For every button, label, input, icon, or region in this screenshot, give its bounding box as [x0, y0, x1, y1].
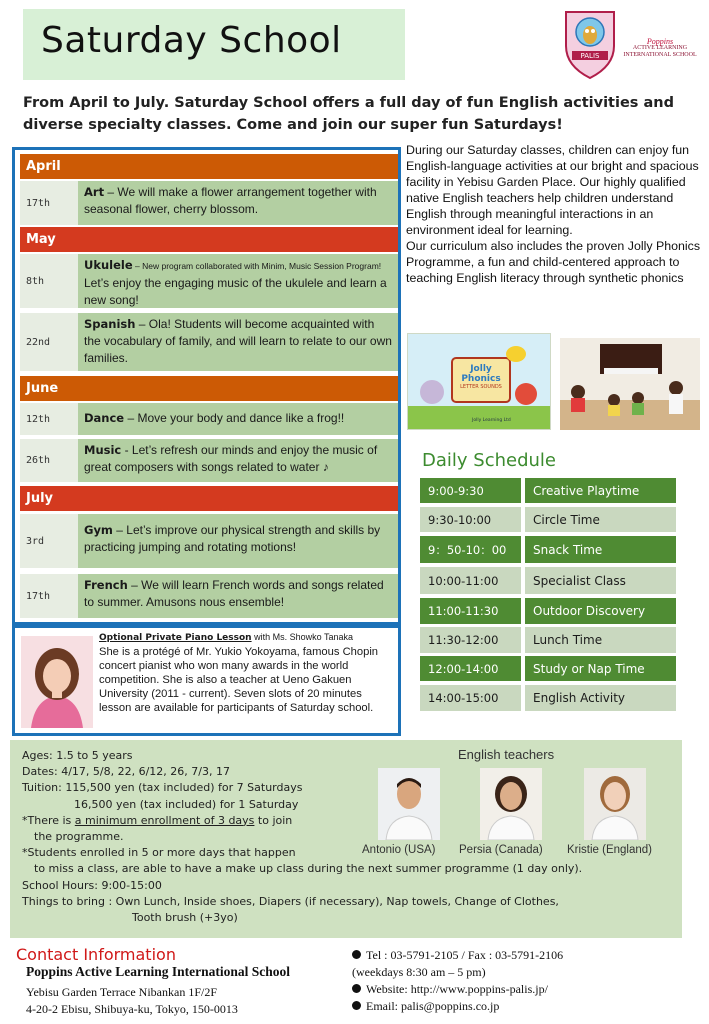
- contact-address: [26, 984, 238, 1018]
- classroom-photo: [560, 338, 700, 430]
- school-logo: [562, 6, 702, 82]
- lesson-row: [20, 181, 398, 225]
- minimum-enrollment-line: [22, 813, 662, 829]
- logo-text: [618, 38, 702, 59]
- lesson-title: French: [84, 578, 128, 592]
- logo-line1: ACTIVE LEARNING: [632, 45, 688, 51]
- jolly-logo-text: Jolly Phonics: [461, 364, 501, 384]
- contact-title: Contact Information: [16, 945, 176, 964]
- lesson-text: – Let’s improve our physical strength and skills by practicing jumping and rotating motions!: [84, 523, 381, 554]
- schedule-activity: Creative Playtime: [525, 478, 676, 503]
- piano-lesson-box: [12, 625, 401, 736]
- address-line-2: 4-20-2 Ebisu, Shibuya-ku, Tokyo, 150-0013: [26, 1002, 238, 1016]
- piano-with: with Ms. Showko Tanaka: [251, 632, 353, 642]
- email-line: [352, 998, 563, 1015]
- piano-heading: [99, 630, 394, 645]
- things-to-bring-line: Things to bring : Own Lunch, Inside shoes, Diapers (if necessary), Nap towels, Change of Clothes,: [22, 894, 559, 908]
- monthly-schedule-panel: [12, 147, 401, 625]
- schedule-activity: Circle Time: [525, 507, 676, 532]
- schedule-row: [420, 627, 676, 653]
- lesson-row: [20, 254, 398, 308]
- lesson-date: 3rd: [26, 535, 45, 547]
- lesson-text: - Let’s refresh our minds and enjoy the music of great composers with songs related to water ♪: [84, 443, 378, 474]
- contact-org: Poppins Active Learning International School: [26, 964, 291, 979]
- about-text: [406, 142, 702, 286]
- page-title: Saturday School: [41, 20, 342, 61]
- minimum-enrollment-cont: the programme.: [34, 830, 124, 844]
- schedule-time: 11:00-11:30: [420, 598, 521, 624]
- about-paragraph-1: During our Saturday classes, children can enjoy fun English-language activities at our bright and spacious facility in Yebisu Garden Place. Our highly qualified native English teachers help children understand English through meaningful interactions in an environment ideal for learning.: [406, 143, 699, 237]
- schedule-time: 9:30-10:00: [420, 507, 521, 532]
- website-link[interactable]: Website: http://www.poppins-palis.jp/: [366, 982, 548, 996]
- piano-title: Optional Private Piano Lesson: [99, 633, 252, 643]
- lesson-desc: [78, 574, 398, 618]
- email-link[interactable]: Email: palis@poppins.co.jp: [366, 999, 500, 1013]
- lesson-title: Spanish: [84, 317, 136, 331]
- month-header-june: June: [20, 376, 398, 401]
- lesson-desc: [78, 403, 398, 435]
- intro-text: From April to July. Saturday School offers a full day of fun English activities and diverse specialty classes. Come and join our super fun Saturdays!: [23, 95, 674, 133]
- teachers-title: English teachers: [458, 747, 555, 762]
- schedule-time: 9:00-9:30: [420, 478, 521, 503]
- program-info-band: [10, 740, 682, 938]
- lesson-date: 22nd: [26, 336, 51, 348]
- lesson-title: Art: [84, 185, 105, 199]
- makeup-line-1: *Students enrolled in 5 or more days that happen: [22, 846, 296, 860]
- lesson-note: – New program collaborated with Minim, Music Session Program!: [132, 261, 382, 271]
- lesson-text: – Move your body and dance like a frog!!: [124, 411, 345, 425]
- address-line-1: Yebisu Garden Terrace Nibankan 1F/2F: [26, 985, 218, 999]
- lesson-date: 17th: [26, 590, 51, 602]
- teacher-name: Kristie (England): [567, 844, 653, 856]
- schedule-activity: Lunch Time: [525, 627, 676, 653]
- contact-details: [352, 947, 563, 1015]
- lesson-title: Gym: [84, 523, 113, 537]
- schedule-row: [420, 598, 676, 624]
- schedule-row: [420, 685, 676, 711]
- school-hours-line: School Hours: 9:00-15:00: [22, 878, 162, 892]
- schedule-activity: Study or Nap Time: [525, 656, 676, 681]
- phone-text: Tel : 03-5791-2105 / Fax : 03-5791-2106: [366, 948, 564, 962]
- lesson-row: [20, 514, 398, 568]
- lesson-desc: [78, 514, 398, 568]
- min-pre: *There is: [22, 813, 75, 827]
- bullet-icon: [352, 1001, 361, 1010]
- ages-line: Ages: 1.5 to 5 years: [22, 749, 133, 762]
- lesson-title: Dance: [84, 411, 125, 425]
- tuition-line-1: Tuition: 115,500 yen (tax included) for 7 Saturdays: [22, 781, 303, 795]
- lesson-row: [20, 439, 398, 482]
- piano-body: She is a protégé of Mr. Yukio Yokoyama, famous Chopin concert pianist who won many awards in the world competition. She is also a teacher at Ueno Gakuen University (2011 - current). Seven slots of 20 minutes lesson are available for participants of Saturday school.: [99, 646, 379, 714]
- lesson-date: 8th: [26, 275, 45, 287]
- program-info-text: [22, 748, 662, 926]
- teacher-name: Persia (Canada): [459, 844, 543, 856]
- logo-line2: INTERNATIONAL SCHOOL: [623, 52, 697, 58]
- teacher-photo-antonio: [378, 768, 440, 840]
- jolly-credit-text: Jolly Learning Ltd: [472, 418, 511, 423]
- lesson-desc: [78, 181, 398, 225]
- lesson-title: Music: [84, 443, 122, 457]
- tuition-line-2: 16,500 yen (tax included) for 1 Saturday: [74, 797, 299, 811]
- month-header-may: May: [20, 227, 398, 252]
- lesson-desc: [78, 254, 398, 308]
- logo-badge: PALIS: [580, 52, 600, 60]
- piano-lesson-text: [99, 630, 394, 715]
- logo-brand: Poppins: [646, 37, 674, 46]
- teacher-photo-persia: [480, 768, 542, 840]
- schedule-time: 10:00-11:00: [420, 567, 521, 594]
- website-line: [352, 981, 563, 998]
- schedule-activity: English Activity: [525, 685, 676, 711]
- bullet-icon: [352, 950, 361, 959]
- piano-teacher-photo: [21, 636, 93, 728]
- lesson-date: 26th: [26, 455, 51, 466]
- teacher-name: Antonio (USA): [362, 844, 436, 856]
- about-paragraph-2: Our curriculum also includes the proven Jolly Phonics Programme, a fun and child-centered approach to teaching English literacy through synthetic phonics: [406, 239, 701, 285]
- schedule-time: 12:00-14:00: [420, 656, 521, 681]
- lesson-row: [20, 574, 398, 618]
- schedule-row: [420, 536, 676, 563]
- schedule-activity: Snack Time: [525, 536, 676, 563]
- schedule-activity: Specialist Class: [525, 567, 676, 594]
- schedule-row: [420, 567, 676, 594]
- lesson-text: Let’s enjoy the engaging music of the ukulele and learn a new song!: [84, 276, 387, 307]
- lesson-date: 12th: [26, 413, 51, 425]
- min-post: to join: [254, 813, 293, 827]
- lesson-title: Ukulele: [84, 258, 133, 272]
- schedule-time: 11:30-12:00: [420, 627, 521, 653]
- jolly-sub-text: LETTER SOUNDS: [460, 384, 502, 390]
- month-header-april: April: [20, 154, 398, 179]
- lesson-row: [20, 313, 398, 371]
- lesson-text: – Ola! Students will become acquainted with the vocabulary of family, and will learn to relate to our own families.: [84, 317, 392, 365]
- teacher-photo-kristie: [584, 768, 646, 840]
- lesson-row: [20, 403, 398, 435]
- schedule-time: 14:00-15:00: [420, 685, 521, 711]
- bullet-icon: [352, 984, 361, 993]
- things-to-bring-cont: Tooth brush (+3yo): [132, 911, 238, 925]
- owl-crest-icon: [562, 6, 618, 82]
- month-header-july: July: [20, 486, 398, 511]
- makeup-line-2: to miss a class, are able to have a make up class during the next summer programme (1 day only).: [34, 862, 583, 876]
- schedule-time: 9：50-10：00: [420, 536, 521, 563]
- lesson-date: 17th: [26, 197, 51, 209]
- lesson-text: – We will make a flower arrangement together with seasonal flower, cherry blossom.: [84, 185, 377, 216]
- lesson-desc: [78, 313, 398, 371]
- title-banner: [23, 9, 405, 80]
- office-hours-line: (weekdays 8:30 am – 5 pm): [352, 965, 486, 979]
- schedule-activity: Outdoor Discovery: [525, 598, 676, 624]
- lesson-desc: [78, 439, 398, 482]
- schedule-row: [420, 656, 676, 681]
- daily-schedule-title: Daily Schedule: [422, 450, 556, 471]
- lesson-text: – We will learn French words and songs related to summer. Amusons nous ensemble!: [84, 578, 384, 609]
- schedule-row: [420, 478, 676, 503]
- dates-line: Dates: 4/17, 5/8, 22, 6/12, 26, 7/3, 17: [22, 765, 230, 779]
- min-underlined: a minimum enrollment of 3 days: [74, 813, 255, 827]
- phone-line: [352, 947, 563, 964]
- jolly-phonics-image: [407, 333, 551, 430]
- schedule-row: [420, 507, 676, 532]
